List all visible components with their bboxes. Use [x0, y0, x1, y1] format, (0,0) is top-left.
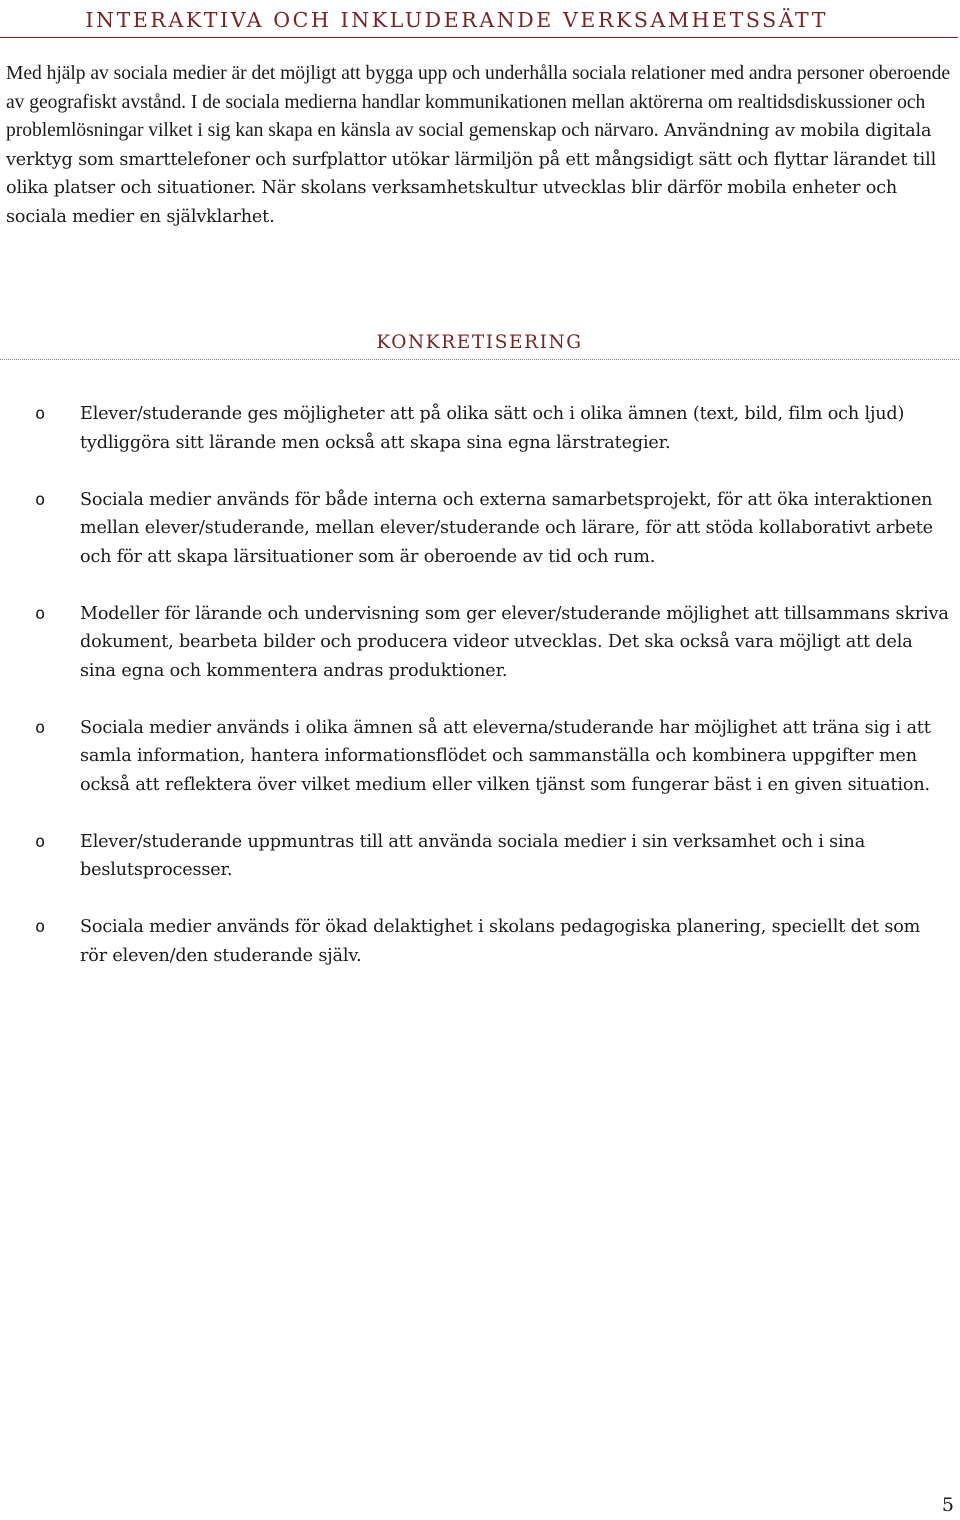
bullet-marker-icon: o — [35, 603, 46, 624]
list-item — [0, 400, 960, 457]
intro-paragraph — [6, 60, 954, 231]
list-item-text: Elever/studerande ges möjligheter att på olika sätt och i olika ämnen (text, bild, film och ljud) tydliggöra sitt lärande men också att skapa sina egna lärstrategier. — [80, 404, 905, 453]
section-title: KONKRETISERING — [376, 332, 583, 353]
list-item — [0, 913, 960, 970]
list-item-text: Sociala medier används i olika ämnen så att eleverna/studerande har möjlighet att träna sig i att samla information, hantera informationsflödet och sammanställa och kombinera uppgifter men också att reflektera över vilket medium eller vilken tjänst som fungerar bäst i en given situation. — [80, 717, 931, 795]
bullet-list — [0, 400, 960, 999]
intro-text-part2: Användning av mobila digitala verktyg som smarttelefoner och surfplattor utökar lärmiljön på ett mångsidigt sätt och flyttar lärandet till olika platser och situationer. När skolans verksamhetskultur utvecklas blir därför mobila enheter och sociala medier en självklarhet. — [6, 121, 937, 227]
list-item-text: Modeller för lärande och undervisning som ger elever/studerande möjlighet att tillsammans skriva dokument, bearbeta bilder och producera videor utvecklas. Det ska också vara möjligt att dela sina egna och kommentera andras produktioner. — [80, 603, 949, 681]
list-item-text: Sociala medier används för ökad delaktighet i skolans pedagogiska planering, speciellt det som rör eleven/den studerande själv. — [80, 917, 921, 966]
list-item — [0, 486, 960, 572]
list-item — [0, 714, 960, 800]
page-number: 5 — [941, 1494, 954, 1516]
bullet-marker-icon: o — [35, 917, 46, 937]
bullet-marker-icon: o — [35, 831, 46, 852]
bullet-marker-icon: o — [35, 489, 46, 510]
intro-text-part1: Med hjälp av sociala medier är det möjligt att bygga upp och underhålla sociala relationer med andra personer oberoende av geografiskt avstånd. I de sociala medierna handlar kommunikationen mellan aktörerna om realtidsdiskussioner och problemlösningar vilket i sig kan skapa en känsla av social gemenskap och närvaro. — [6, 63, 950, 141]
list-item — [0, 828, 960, 885]
bullet-marker-icon: o — [35, 717, 46, 738]
bullet-marker-icon: o — [35, 404, 46, 424]
list-item-text: Elever/studerande uppmuntras till att använda sociala medier i sin verksamhet och i sina beslutsprocesser. — [80, 831, 866, 880]
header-title: INTERAKTIVA OCH INKLUDERANDE VERKSAMHETSSÄTT — [85, 8, 828, 32]
section-heading — [0, 326, 959, 360]
list-item — [0, 600, 960, 686]
list-item-text: Sociala medier används för både interna och externa samarbetsprojekt, för att öka interaktionen mellan elever/studerande, mellan elever/studerande och lärare, för att stöda kollaborativt arbete och för att skapa lärsituationer som är oberoende av tid och rum. — [80, 489, 933, 567]
page-header — [0, 6, 958, 38]
